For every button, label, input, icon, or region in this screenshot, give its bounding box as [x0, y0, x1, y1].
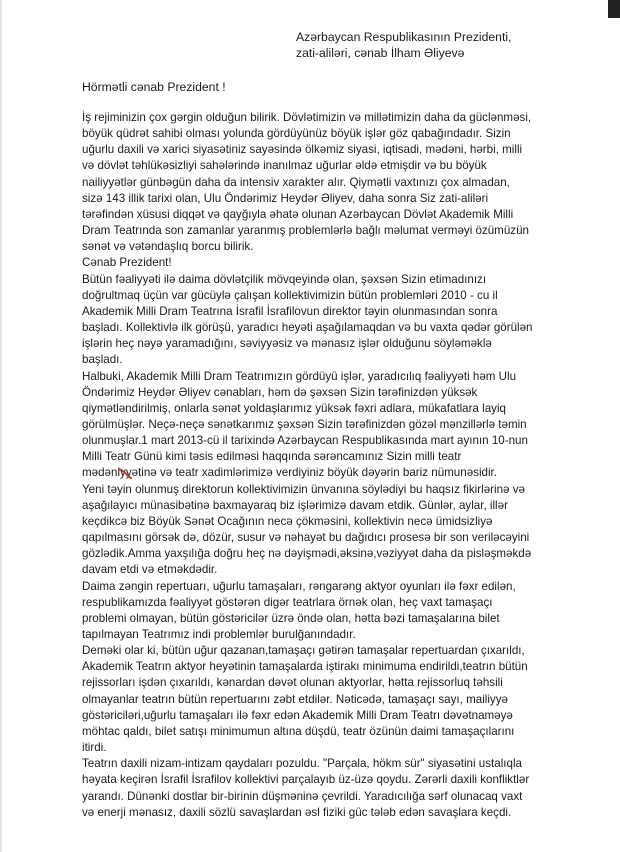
pen-stroke-mark	[118, 467, 132, 479]
text-line: Dram Teatrında son zamanlar yaranmış problemlərlə bağlı məlumat verməyi özümüzün	[82, 224, 529, 238]
paragraph	[82, 579, 560, 644]
text-line: göstəriciləri,uğurlu tamaşaları ilə fəxr edən Akademik Milli Dram Teatrı dəvətnaməyə	[82, 708, 513, 722]
paragraph	[82, 255, 560, 271]
addressee-block	[296, 29, 511, 61]
text-line: olunmuşlar.1 mart 2013-cü il tarixində Azərbaycan Respublikasında mart ayının 10-nun	[82, 434, 528, 448]
salutation: Hörmətli cənab Prezident !	[82, 80, 226, 94]
text-line: uğurlu daxili və xarici siyasətiniz sayəsində ölkəmiz siyasi, iqtisadi, mədəni, hərbi, milli	[82, 143, 523, 157]
text-line: tapılmayan Teatrımız indi problemlər burulğanındadır.	[82, 628, 356, 641]
text-line: sizə 143 illik tarixi olan, Ulu Öndərimiz Heydər Əliyev, daha sonra Siz zati-aliləri	[82, 191, 489, 205]
text-line: nailiyyətlər günbəgün daha da intensiv xarakter alır. Qiymətli vaxtınızı çox almadan,	[82, 175, 510, 189]
text-line: Akademik Milli Dram Teatrına İsrafil İsrafilovun direktor təyin olunmasından sonra	[82, 304, 498, 318]
text-line: işlərin heç nəyə yaramadığını, səviyyəsiz və mənasız işlər olduğunu söyləməklə	[82, 337, 492, 351]
text-line: Daima zəngin repertuarı, uğurlu tamaşaları, rəngarəng aktyor oyunları ilə fəxr edilən,	[82, 579, 516, 593]
text-line: möhtac qaldı, bilet satışı minimumun altına düşdü, teatr özünün daimi tamaşaçılarını	[82, 724, 515, 738]
text-line: davam etdi və etməkdədir.	[82, 563, 218, 577]
text-line: keçdikcə biz Böyük Sənət Ocağının necə çökməsini, kollektivin necə ümidsizliyə	[82, 514, 493, 528]
text-line: yarandı. Dünənki dostlar bir-birinin düşməninə çevrildi. Yaradıcılığa sərf olunacaq vaxt	[82, 789, 523, 803]
paragraph	[82, 272, 560, 369]
text-line: sənət və vətəndaşlıq borcu bilirik.	[82, 240, 254, 254]
addressee-line-2: zati-aliləri, cənab İlham Əliyevə	[296, 46, 465, 60]
text-line: Bütün fəaliyyəti ilə daima dövlətçilik mövqeyində olan, şəxsən Sizin etimadınızı	[82, 272, 487, 286]
scan-corner-mark	[608, 0, 620, 18]
text-line: İş rejiminizin çox gərgin olduğun bilirik. Dövlətimizin və millətimizin daha da güclənməsi,	[82, 111, 532, 124]
scan-edge	[0, 0, 2, 852]
text-line: olmayanlar teatrın bütün repertuarını zəbt etdilər. Nəticədə, tamaşaçı sayı, mailiyyə	[82, 692, 508, 706]
text-line: itirdi.	[82, 741, 107, 755]
text-line: Deməki olar ki, bütün uğur qazanan,tamaşaçı gətirən tamaşalar repertuardan çıxarıldı,	[82, 644, 525, 658]
text-line: başladı.	[82, 353, 123, 367]
text-line: tərəfindən xüsusi diqqət və qayğıyla əhatə olunan Azərbaycan Dövlət Akademik Milli	[82, 207, 514, 221]
text-line: gözlədik.Amma yaxşılığa doğru heç nə dəyişmədi,əksinə,vəziyyət daha da pisləşməkdə	[82, 547, 532, 561]
paragraph	[82, 369, 560, 579]
text-line: rejissorları işdən çıxarıldı, kənardan dəvət olunan aktyorlar, hətta rejissorluq təhsili	[82, 676, 503, 690]
text-line: aşağılayıcı münasibətinə baxmayaraq biz işlərimizə davam etdik. Günlər, aylar, illər	[82, 498, 508, 512]
text-line: həyata keçirən İsrafil İsrafilov kollektivi parçalayıb üz-üzə qoydu. Zərərli daxili konfliktlər	[82, 773, 530, 787]
text-line: Milli Teatr Günü kimi təsis edilməsi haqqında sərəncamınız Sizin milli teatr	[82, 450, 462, 464]
text-line: qapılmasını görsək də, dözür, susur və nəhayət bu dağıdıcı prosesə bir son veriləcəyini	[82, 531, 530, 545]
text-line: böyük qüdrət sahibi olması yolunda gördüyünüz böyük işlər göz qabağındadır. Sizin	[82, 127, 511, 141]
text-line: qiymətləndirilmiş, onlarla sənət yoldaşlarımız yüksək fəxri adlara, mükafatlara layiq	[82, 401, 506, 415]
text-line: mədəniyyətinə və teatr xadimlərimizə verdiyiniz böyük dəyərin bariz nümunəsidir.	[82, 466, 497, 480]
text-line: başladı. Kollektivlə ilk görüşü, yaradıcı heyəti aşağılamaqdan və bu vaxta qədər görülən	[82, 321, 533, 335]
text-line: və dövlət təhlükəsizliyi sahələrində inanılmaz uğurlar əldə etmişdir və bu böyük	[82, 159, 487, 173]
text-line: Cənab Prezident!	[82, 256, 172, 270]
text-line: Akademik Teatrın aktyor heyətinin tamaşalarda iştirakı minimuma endirildi,teatrın bütün	[82, 660, 528, 674]
text-line: Öndərimiz Heydər Əliyev cənabları, həm də şəxsən Sizin tərəfinizdən yüksək	[82, 385, 478, 399]
text-line: Yeni təyin olunmuş direktorun kollektivimizin ünvanına söylədiyi bu haqsız fikirlərinə və	[82, 482, 525, 496]
paragraph	[82, 643, 560, 756]
text-line: doğrultmaq üçün var gücüylə çalışan kollektivimizin bütün problemləri 2010 - cu il	[82, 288, 498, 302]
letter-body	[82, 110, 560, 821]
text-line: respublikamızda fəaliyyət göstərən digər teatrlara örnək olan, heç vaxt tamaşaçı	[82, 595, 493, 609]
paragraph	[82, 756, 560, 821]
text-line: görülmüşlər. Neçə-neçə sənətkarımız şəxsən Sizin tərəfinizdən gözəl mənzillərlə təmin	[82, 417, 527, 431]
paragraph	[82, 110, 560, 255]
addressee-line-1: Azərbaycan Respublikasının Prezidenti,	[296, 30, 512, 44]
text-line: Teatrın daxili nizam-intizam qaydaları pozuldu. "Parçala, hökm sür" siyasətini ustalıqla	[82, 757, 522, 771]
text-line: problemi olmayan, bütün göstəricilər üzrə öndə olan, hətta bəzi tamaşalarına bilet	[82, 611, 500, 625]
text-line: Halbuki, Akademik Milli Dram Teatrımızın gördüyü işlər, yaradıcılıq fəaliyyəti həm Ulu	[82, 369, 517, 383]
text-line: və enerji mənasız, daxili sözlü savaşlardan əsl fiziki güc tələb edən savaşlara keçdi.	[82, 805, 512, 819]
